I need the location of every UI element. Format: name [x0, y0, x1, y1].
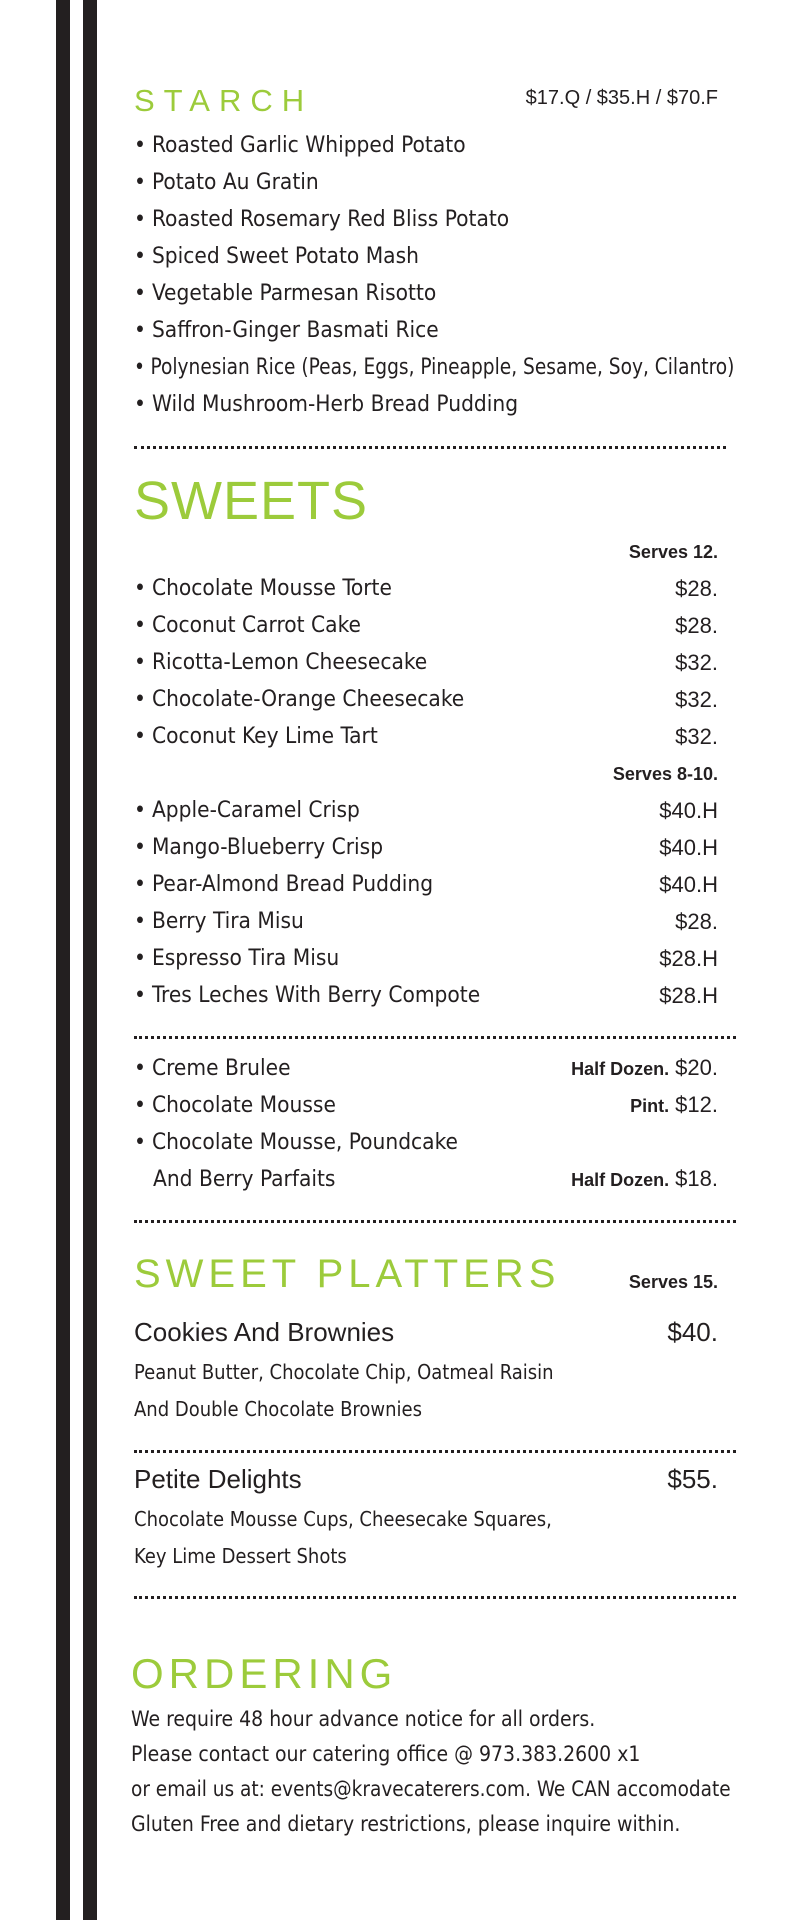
- starch-heading: STARCH: [134, 83, 314, 118]
- sweets-price: $40.H: [659, 798, 718, 823]
- left-stripe-inner: [83, 0, 97, 1920]
- starch-item: • Roasted Rosemary Red Bliss Potato: [134, 206, 510, 232]
- platter-price: $40.: [667, 1317, 718, 1347]
- platter-description: Key Lime Dessert Shots: [134, 1544, 347, 1568]
- serves-label: Serves 15.: [628, 1272, 718, 1292]
- sweets-price: Pint. $12.: [630, 1092, 718, 1117]
- divider: [134, 446, 726, 449]
- starch-price: $17.Q / $35.H / $70.F: [525, 87, 718, 109]
- sweets-item-continued: And Berry Parfaits: [153, 1166, 336, 1192]
- ordering-heading: ORDERING: [131, 1650, 398, 1697]
- starch-item: • Potato Au Gratin: [134, 169, 319, 195]
- sweets-price: $32.: [675, 724, 718, 749]
- divider: [134, 1450, 736, 1453]
- ordering-text: Gluten Free and dietary restrictions, please inquire within.: [131, 1812, 681, 1836]
- sweets-item: • Tres Leches With Berry Compote: [134, 982, 481, 1008]
- sweets-price: $40.H: [659, 835, 718, 860]
- sweets-item: • Pear-Almond Bread Pudding: [134, 871, 434, 897]
- starch-item: • Roasted Garlic Whipped Potato: [134, 132, 466, 158]
- sweets-heading: SWEETS: [134, 471, 369, 531]
- sweets-price: $28.H: [659, 983, 718, 1008]
- sweets-price: $28.: [675, 909, 718, 934]
- starch-item: • Spiced Sweet Potato Mash: [134, 243, 419, 269]
- sweets-item: • Coconut Carrot Cake: [134, 612, 361, 638]
- sweets-price: Half Dozen. $20.: [571, 1055, 718, 1080]
- sweets-item: • Chocolate Mousse, Poundcake: [134, 1129, 458, 1155]
- platter-title: Petite Delights: [134, 1464, 302, 1494]
- sweets-price: $32.: [675, 687, 718, 712]
- ordering-text: Please contact our catering office @ 973.383.2600 x1: [131, 1742, 641, 1766]
- divider: [134, 1596, 736, 1599]
- sweets-price: $28.: [675, 576, 718, 601]
- starch-item: • Polynesian Rice (Peas, Eggs, Pineapple, Sesame, Soy, Cilantro): [134, 354, 735, 380]
- sweets-item: • Apple-Caramel Crisp: [134, 797, 360, 823]
- starch-item: • Saffron-Ginger Basmati Rice: [134, 317, 439, 343]
- platter-description: And Double Chocolate Brownies: [134, 1397, 422, 1421]
- divider: [134, 1220, 736, 1223]
- sweets-price: $32.: [675, 650, 718, 675]
- platters-heading: SWEET PLATTERS: [134, 1252, 561, 1296]
- sweets-item: • Ricotta-Lemon Cheesecake: [134, 649, 428, 675]
- starch-item: • Wild Mushroom-Herb Bread Pudding: [134, 391, 519, 417]
- platter-description: Peanut Butter, Chocolate Chip, Oatmeal Raisin: [134, 1360, 554, 1384]
- ordering-text: We require 48 hour advance notice for all orders.: [131, 1707, 596, 1731]
- sweets-item: • Mango-Blueberry Crisp: [134, 834, 384, 860]
- sweets-item: • Coconut Key Lime Tart: [134, 723, 378, 749]
- platter-description: Chocolate Mousse Cups, Cheesecake Squares,: [134, 1507, 552, 1531]
- sweets-item: • Creme Brulee: [134, 1055, 291, 1081]
- sweets-item: • Espresso Tira Misu: [134, 945, 340, 971]
- sweets-price: $40.H: [659, 872, 718, 897]
- sweets-price: $28.: [675, 613, 718, 638]
- sweets-item: • Chocolate-Orange Cheesecake: [134, 686, 465, 712]
- sweets-price: $28.H: [659, 946, 718, 971]
- platter-title: Cookies And Brownies: [134, 1317, 395, 1347]
- sweets-item: • Berry Tira Misu: [134, 908, 304, 934]
- sweets-item: • Chocolate Mousse: [134, 1092, 336, 1118]
- ordering-text: or email us at: events@kravecaterers.com. We CAN accomodate: [131, 1777, 731, 1801]
- serves-label: Serves 12.: [628, 542, 718, 562]
- sweets-item: • Chocolate Mousse Torte: [134, 575, 392, 601]
- platter-price: $55.: [667, 1464, 718, 1494]
- divider: [134, 1036, 736, 1039]
- serves-label: Serves 8-10.: [612, 764, 718, 784]
- left-stripe: [56, 0, 70, 1920]
- starch-item: • Vegetable Parmesan Risotto: [134, 280, 437, 306]
- sweets-price: Half Dozen. $18.: [571, 1166, 718, 1191]
